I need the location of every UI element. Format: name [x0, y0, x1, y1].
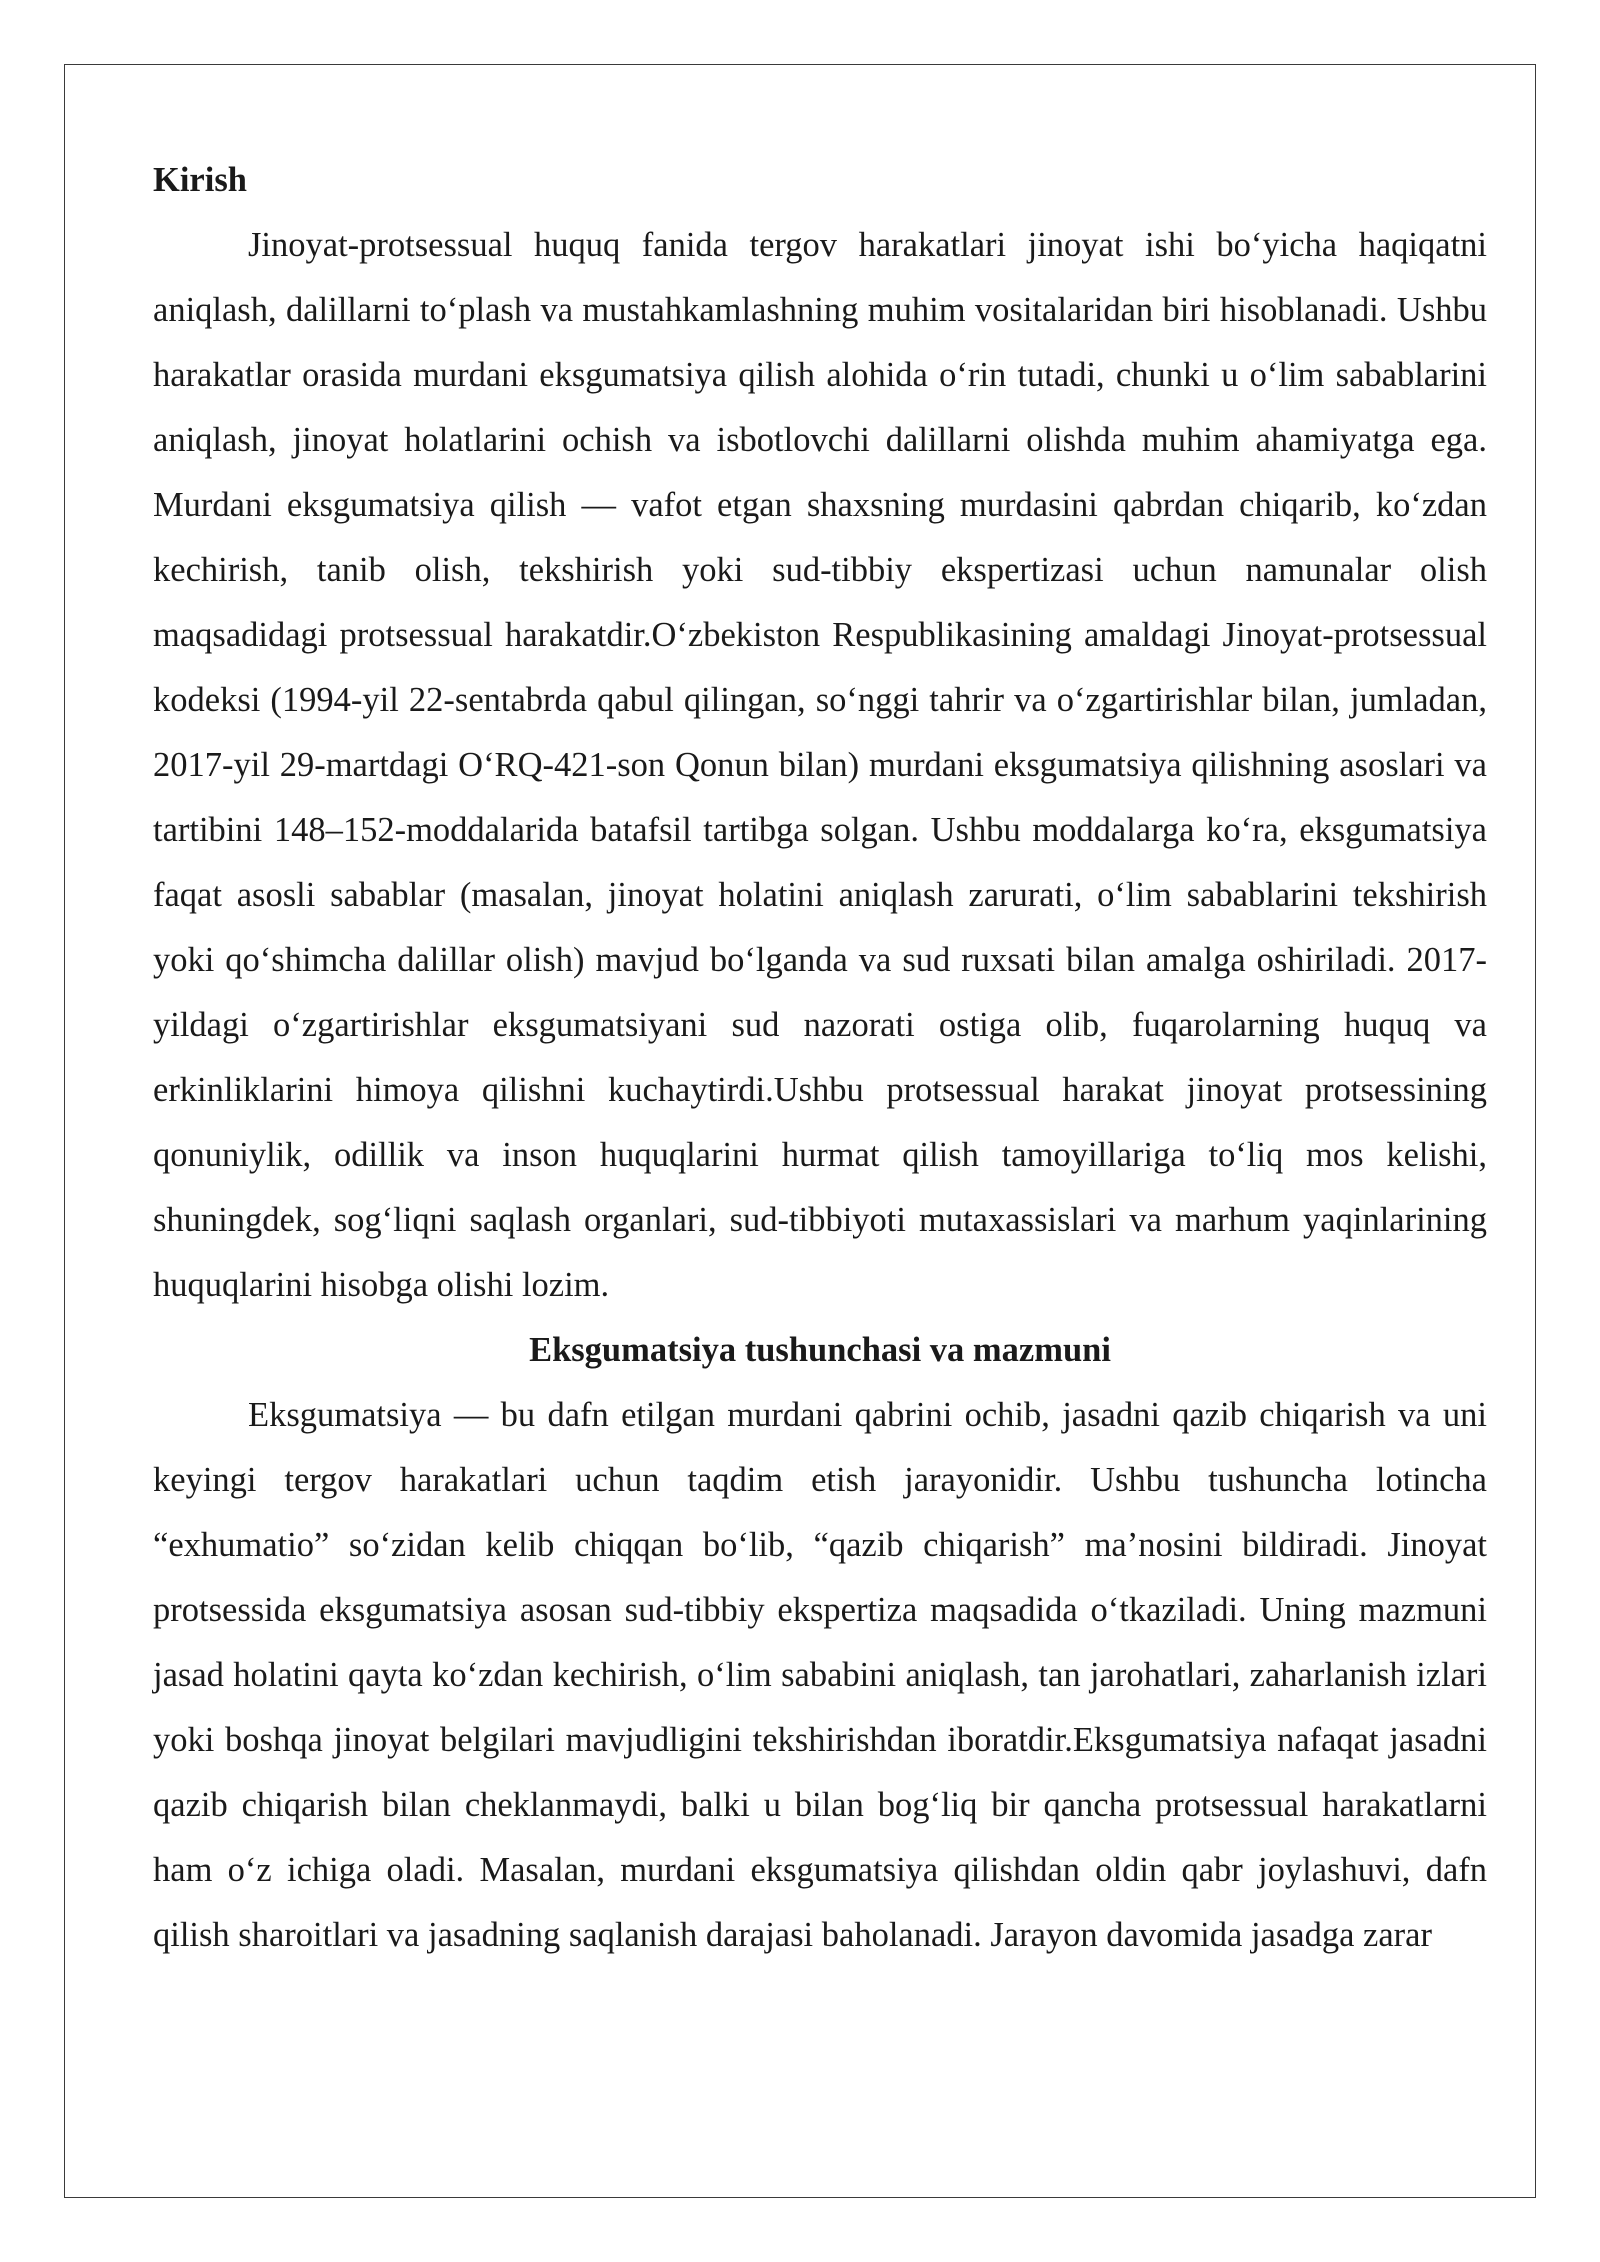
paragraph-introduction: Jinoyat-protsessual huquq fanida tergov harakatlari jinoyat ishi bo‘yicha haqiqatni aniqlash, dalillarni to‘plash va mustahkamlashning muhim vositalaridan biri hisoblanadi. Ushbu harakatlar orasida murdani eksgumatsiya qilish alohida o‘rin tutadi, chunki u o‘lim sabablarini aniqlash, jinoyat holatlarini ochish va isbotlovchi dalillarni olishda muhim ahamiyatga ega. Murdani eksgumatsiya qilish — vafot etgan shaxsning murdasini qabrdan chiqarib, ko‘zdan kechirish, tanib olish, tekshirish yoki sud-tibbiy ekspertizasi uchun namunalar olish maqsadidagi protsessual harakatdir.O‘zbekiston Respublikasining amaldagi Jinoyat-protsessual kodeksi (1994-yil 22-sentabrda qabul qilingan, so‘nggi tahrir va o‘zgartirishlar bilan, jumladan, 2017-yil 29-martdagi O‘RQ-421-son Qonun bilan) murdani eksgumatsiya qilishning asoslari va tartibini 148–152-moddalarida batafsil tartibga solgan. Ushbu moddalarga ko‘ra, eksgumatsiya faqat asosli sabablar (masalan, jinoyat holatini aniqlash zarurati, o‘lim sabablarini tekshirish yoki qo‘shimcha dalillar olish) mavjud bo‘lganda va sud ruxsati bilan amalga oshiriladi. 2017-yildagi o‘zgartirishlar eksgumatsiyani sud nazorati ostiga olib, fuqarolarning huquq va erkinliklarini himoya qilishni kuchaytirdi.Ushbu protsessual harakat jinoyat protsessining qonuniylik, odillik va inson huquqlarini hurmat qilish tamoyillariga to‘liq mos kelishi, shuningdek, sog‘liqni saqlash organlari, sud-tibbiyoti mutaxassislari va marhum yaqinlarining huquqlarini hisobga olishi lozim. [153, 226, 1487, 1304]
paragraph-eksgumatsiya: Eksgumatsiya — bu dafn etilgan murdani qabrini ochib, jasadni qazib chiqarish va uni keyingi tergov harakatlari uchun taqdim etish jarayonidir. Ushbu tushuncha lotincha “exhumatio” so‘zidan kelib chiqqan bo‘lib, “qazib chiqarish” ma’nosini bildiradi. Jinoyat protsessida eksgumatsiya asosan sud-tibbiy ekspertiza maqsadida o‘tkaziladi. Uning mazmuni jasad holatini qayta ko‘zdan kechirish, o‘lim sababini aniqlash, tan jarohatlari, zaharlanish izlari yoki boshqa jinoyat belgilari mavjudligini tekshirishdan iboratdir.Eksgumatsiya nafaqat jasadni qazib chiqarish bilan cheklanmaydi, balki u bilan bog‘liq bir qancha protsessual harakatlarni ham o‘z ichiga oladi. Masalan, murdani eksgumatsiya qilishdan oldin qabr joylashuvi, dafn qilish sharoitlari va jasadning saqlanish darajasi baholanadi. Jarayon davomida jasadga zarar [153, 1396, 1487, 1954]
section-heading-kirish: Kirish [153, 161, 247, 199]
section-heading-eksgumatsiya: Eksgumatsiya tushunchasi va mazmuni [529, 1331, 1111, 1369]
document-body [153, 148, 1487, 1968]
